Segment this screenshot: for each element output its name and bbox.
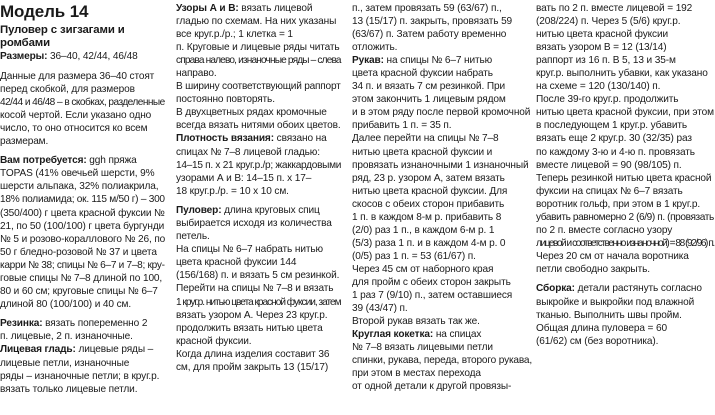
line-text: на схеме = 120 (130/140) п. [536,81,661,93]
line-text: Данные для размера 36–40 стоят [0,70,155,82]
text-line [536,54,714,67]
text-line [0,259,165,272]
text-line [0,83,165,96]
line-text: косой чертой. Если указано одно [0,109,152,121]
line-text: лицевой и соответственно изнаночной) = 88 (92/96) п. [536,237,714,249]
line-text: Общая длина пуловера = 60 [536,322,667,334]
line-text: фуксии на спицах № 6–7 вязать [536,185,683,197]
text-line [352,263,532,276]
line-text: Далее перейти на спицы № 7–8 [352,133,499,145]
text-line [0,207,165,220]
line-text: вязать узором А. Через 23 круг.р. [176,309,328,321]
line-text: петли свободно закрыть. [536,263,650,275]
text-line [176,309,341,322]
line-text: № 5 и розово-кораллового № 26, по [0,233,166,245]
column-4-body [536,2,714,348]
section-heading: Плотность вязания: [176,133,274,145]
line-text: скосов с обеих сторон прибавить [352,198,505,210]
line-text: 50 г бледно-розовой № 37 и цвета [0,246,157,258]
subtitle-line-1: Пуловер с зигзагами и [0,24,125,36]
text-line [536,185,714,198]
section-heading: Рукав: [352,55,384,67]
text-line [176,217,341,230]
text-line [176,172,341,185]
text-line [0,272,165,285]
text-line [536,263,714,276]
line-text: прибавить 1 п. = 35 п. [352,120,452,132]
text-line [176,256,341,269]
line-text: После 39-го круг.р. продолжить [536,94,679,106]
text-line [536,159,714,172]
text-line [352,211,532,224]
text-line [352,341,532,354]
line-text: нитью цвета красной фуксии, при этом [536,107,714,119]
line-text: для пройм с обеих сторон закрыть [352,276,511,288]
text-line [352,159,532,172]
text-line [0,298,165,311]
text-line [0,317,165,330]
text-line [176,296,341,309]
line-text: Через 45 см от наборного края [352,263,494,275]
text-line [536,67,714,80]
line-text: (61/62) см (без воротника). [536,335,659,347]
text-line [352,328,532,341]
line-text: 14–15 п. х 21 круг.р./р; жаккардовыми [176,159,342,171]
text-line [352,146,532,159]
line-text: вать по 2 п. вместе лицевой = 192 [536,3,693,14]
line-text: (156/168) п. и вязать 5 см резинкой. [176,270,340,282]
line-text: размерам. [0,135,49,147]
line-text: Второй рукав вязать так же. [352,316,480,328]
line-text: спицах № 7–8 лицевой гладью: [176,146,320,158]
text-line [176,269,341,282]
text-line [0,70,165,83]
text-line [352,67,532,80]
line-text: В ширину соответствующий раппорт [176,81,341,93]
line-text: Теперь резинкой нитью цвета красной [536,172,712,184]
text-line [176,93,341,106]
line-text: на спицы № 6–7 нитью [383,55,493,67]
line-text: провязать изнаночными 1 изнаночный [352,159,529,171]
text-line [0,343,165,356]
text-line [352,2,532,15]
line-text: 80 и 60 см; круговые спицы № 6–7 [0,285,158,297]
line-text: ряды – изнаночные петли; в круг.р. [0,370,160,382]
text-line [352,80,532,93]
column-3 [352,2,532,393]
line-text: лицевые петли, изнаночные [0,357,130,369]
text-line [352,185,532,198]
section-heading: Резинка: [0,318,43,330]
column-1-body [0,50,165,396]
line-text: вязать лицевой [238,3,313,14]
text-line [176,106,341,119]
line-text: на спицах [433,329,482,341]
text-line [536,282,714,295]
text-line [176,243,341,256]
text-line [352,380,532,393]
text-line [0,285,165,298]
line-text: связано на [273,133,327,145]
text-line [352,237,532,250]
line-text: петель. [176,231,210,243]
text-line [352,224,532,237]
section-heading: Сборка: [536,283,575,295]
text-line [0,135,165,148]
line-text: все круг.р./р.; 1 клетка = 1 [176,29,293,41]
section-heading: Размеры: [0,51,48,62]
line-text: справа налево, изнаночные ряды – слева [176,55,341,67]
line-text: постоянно повторять. [176,94,275,106]
text-line [176,146,341,159]
text-line [0,167,165,180]
text-line [536,335,714,348]
line-text: лицевые ряды – [75,344,154,356]
text-line [352,41,532,54]
line-text: см, для пройм закрыть 13 (15/17) [176,361,329,373]
text-line [0,193,165,206]
line-text: длина круговых спиц [221,205,320,217]
section-heading: Круглая кокетка: [352,329,434,341]
line-text: № 7–8 вязать лицевыми петли [352,342,493,354]
line-text: гладью по схемам. На них указаны [176,16,337,28]
text-line [176,41,341,54]
line-text: нитью цвета красной фуксии и [352,146,493,158]
text-line [176,335,341,348]
text-line [352,354,532,367]
text-line [176,204,341,217]
line-text: 36–40, 42/44, 46/48 [47,51,138,62]
line-text: от одной детали к другой провязы- [352,381,512,393]
text-line [536,322,714,335]
text-line [176,185,341,198]
line-text: 18% полиамида; ок. 115 м/50 г) – 300 [0,194,165,206]
text-line [536,250,714,263]
line-text: 42/44 и 46/48 – в скобках, разделенные [0,96,165,108]
section-heading: Вам потребуется: [0,155,87,167]
line-text: TOPAS (41% овечьей шерсти, 9% [0,168,155,180]
text-line [352,119,532,132]
line-text: Перейти на спицы № 7–8 и вязать [176,283,334,295]
line-text: узорами А и В: 14–15 п. х 17– [176,172,312,184]
text-line [0,370,165,383]
line-text: ряд, 23 р. узором А, затем вязать [352,172,505,184]
section-heading: Узоры А и В: [176,3,239,14]
line-text: (63/67) п. Затем работу временно [352,29,507,41]
text-line [536,198,714,211]
text-line [536,93,714,106]
text-line [0,50,165,63]
line-text: п. лицевые, 2 п. изнаночные. [0,331,133,343]
text-line [176,67,341,80]
line-text: направо. [176,68,217,80]
line-text: цвета красной фуксии 144 [176,257,297,269]
line-text: 34 п. и вязать 7 см резинкой. При [352,81,505,93]
text-line [176,282,341,295]
text-line [536,41,714,54]
line-text: этом закончить 1 лицевым рядом [352,94,506,106]
line-text: при этом в местах перехода [352,368,481,380]
line-text: нитью цвета красной фуксии [536,29,668,41]
text-line [176,230,341,243]
line-text: продолжить вязать нитью цвета [176,322,323,334]
model-title: Модель 14 [0,2,89,21]
text-line [0,383,165,396]
text-line [536,309,714,322]
line-text: п. Круговые и лицевые ряды читать [176,42,340,54]
line-text: выбирается исходя из количества [176,218,332,230]
text-line [536,172,714,185]
line-text: красной фуксии. [176,335,252,347]
line-text: вязать попеременно 2 [42,318,148,330]
line-text: 1 круг.р. нитью цвета красной фуксии, затем [176,296,341,308]
text-line [536,211,714,224]
text-line [352,54,532,67]
line-text: раппорт из 16 п. В 5, 13 и 35-м [536,55,676,67]
text-line [176,348,341,361]
text-line [536,15,714,28]
line-text: 18 круг.р./р. = 10 х 10 см. [176,185,289,197]
line-text: по 2 п. вместе согласно узору [536,224,673,236]
line-text: На спицы № 6–7 набрать нитью [176,244,323,256]
text-line [0,330,165,343]
column-4 [536,2,714,348]
line-text: карри № 38; спицы № 6–7 и 7–8; кру- [0,259,165,271]
line-text: 1 п. в каждом 8-м р. прибавить 8 [352,211,502,223]
line-text: вязать только лицевые петли. [0,383,138,395]
line-text: убавить равномерно 2 (6/9) п. (провязать [536,211,714,223]
line-text: Когда длина изделия составит 36 [176,348,330,360]
line-text: перед скобкой, для размеров [0,83,135,95]
line-text: (0/5) раз 1 п. = 53 (61/67) п. [352,250,476,262]
line-text: 13 (15/17) п. закрыть, провязать 59 [352,16,513,28]
text-line [176,132,341,145]
text-line [536,28,714,41]
text-line [176,2,341,15]
line-text: (350/400) г цвета красной фуксии № [0,207,165,219]
text-line [176,80,341,93]
line-text: 39 (43/47) п. [352,303,408,315]
text-line [0,233,165,246]
text-line [176,159,341,172]
text-line [0,109,165,122]
text-line [176,322,341,335]
text-line [0,154,165,167]
text-line [352,106,532,119]
text-line [536,132,714,145]
text-line [536,2,714,15]
text-line [536,296,714,309]
text-line [0,357,165,370]
line-text: вязать узором В = 12 (13/14) [536,42,667,54]
subtitle-line-2: ромбами [0,37,51,49]
text-line [0,96,165,109]
text-line [352,28,532,41]
line-text: В двухцветных рядах кромочные [176,107,327,119]
line-text: (208/224) п. Через 5 (5/6) круг.р. [536,16,681,28]
line-text: вместе лицевой = 90 (98/105) п. [536,159,682,171]
line-text: и в этом ряду после первой кромочной [352,107,531,119]
text-line [352,302,532,315]
text-line [176,15,341,28]
line-text: выкройке и выкройки под влажной [536,296,695,308]
text-line [536,80,714,93]
text-line [352,132,532,145]
line-text: вязать еще 2 круг.р. 30 (32/35) раз [536,133,692,145]
text-line [176,361,341,374]
text-line [0,246,165,259]
line-text: п., затем провязать 59 (63/67) п., [352,3,502,14]
section-heading: Пуловер: [176,205,222,217]
line-text: круг.р. выполнить убавки, как указано [536,68,708,80]
text-line [536,224,714,237]
line-text: спинки, рукава, переда, второго рукава, [352,355,533,367]
column-3-body [352,2,532,393]
column-2-body [176,2,341,374]
line-text: в последующем 1 круг.р. убавить [536,120,687,132]
text-line [176,28,341,41]
text-line [352,367,532,380]
line-text: говые спицы № 7–8 длиной по 100, [0,272,163,284]
line-text: 21, по 50 (100/100) г цвета бургунди [0,220,165,232]
line-text: тканью. Выполнить швы пройм. [536,309,682,321]
text-line [0,180,165,193]
text-line [352,172,532,185]
text-line [536,106,714,119]
column-2 [176,2,341,374]
section-heading: Лицевая гладь: [0,344,76,356]
line-text: ggh пряжа [86,155,137,167]
line-text: по каждому 3-ю и 4-ю п. провязать [536,146,695,158]
text-line [352,15,532,28]
line-text: длиной 80 (100/100) и 40 см. [0,298,131,310]
text-line [536,119,714,132]
line-text: цвета красной фуксии набрать [352,68,493,80]
line-text: (2/0) раз 1 п., в каждом 6-м р. 1 [352,224,495,236]
text-line [536,146,714,159]
text-line [176,119,341,132]
line-text: воротник гольф, при этом в 1 круг.р. [536,198,701,210]
line-text: детали растянуть согласно [574,283,702,295]
text-line [0,220,165,233]
text-line [176,54,341,67]
line-text: отложить. [352,42,398,54]
text-line [0,122,165,135]
line-text: нитью цвета красной фуксии. Для [352,185,508,197]
text-line [352,250,532,263]
line-text: число, то оно относится ко всем [0,122,148,134]
column-1 [0,2,165,396]
line-text: всегда вязать нитями обоих цветов. [176,120,341,132]
text-line [352,289,532,302]
text-line [352,198,532,211]
line-text: шерсти альпака, 32% полиакрила, [0,181,159,193]
line-text: 1 раз 7 (9/10) п., затем оставшиеся [352,290,513,302]
text-line [352,93,532,106]
line-text: (5/3) раза 1 п. и в каждом 4-м р. 0 [352,237,506,249]
line-text: Через 20 см от начала воротника [536,250,689,262]
text-line [352,276,532,289]
text-line [536,237,714,250]
text-line [352,315,532,328]
